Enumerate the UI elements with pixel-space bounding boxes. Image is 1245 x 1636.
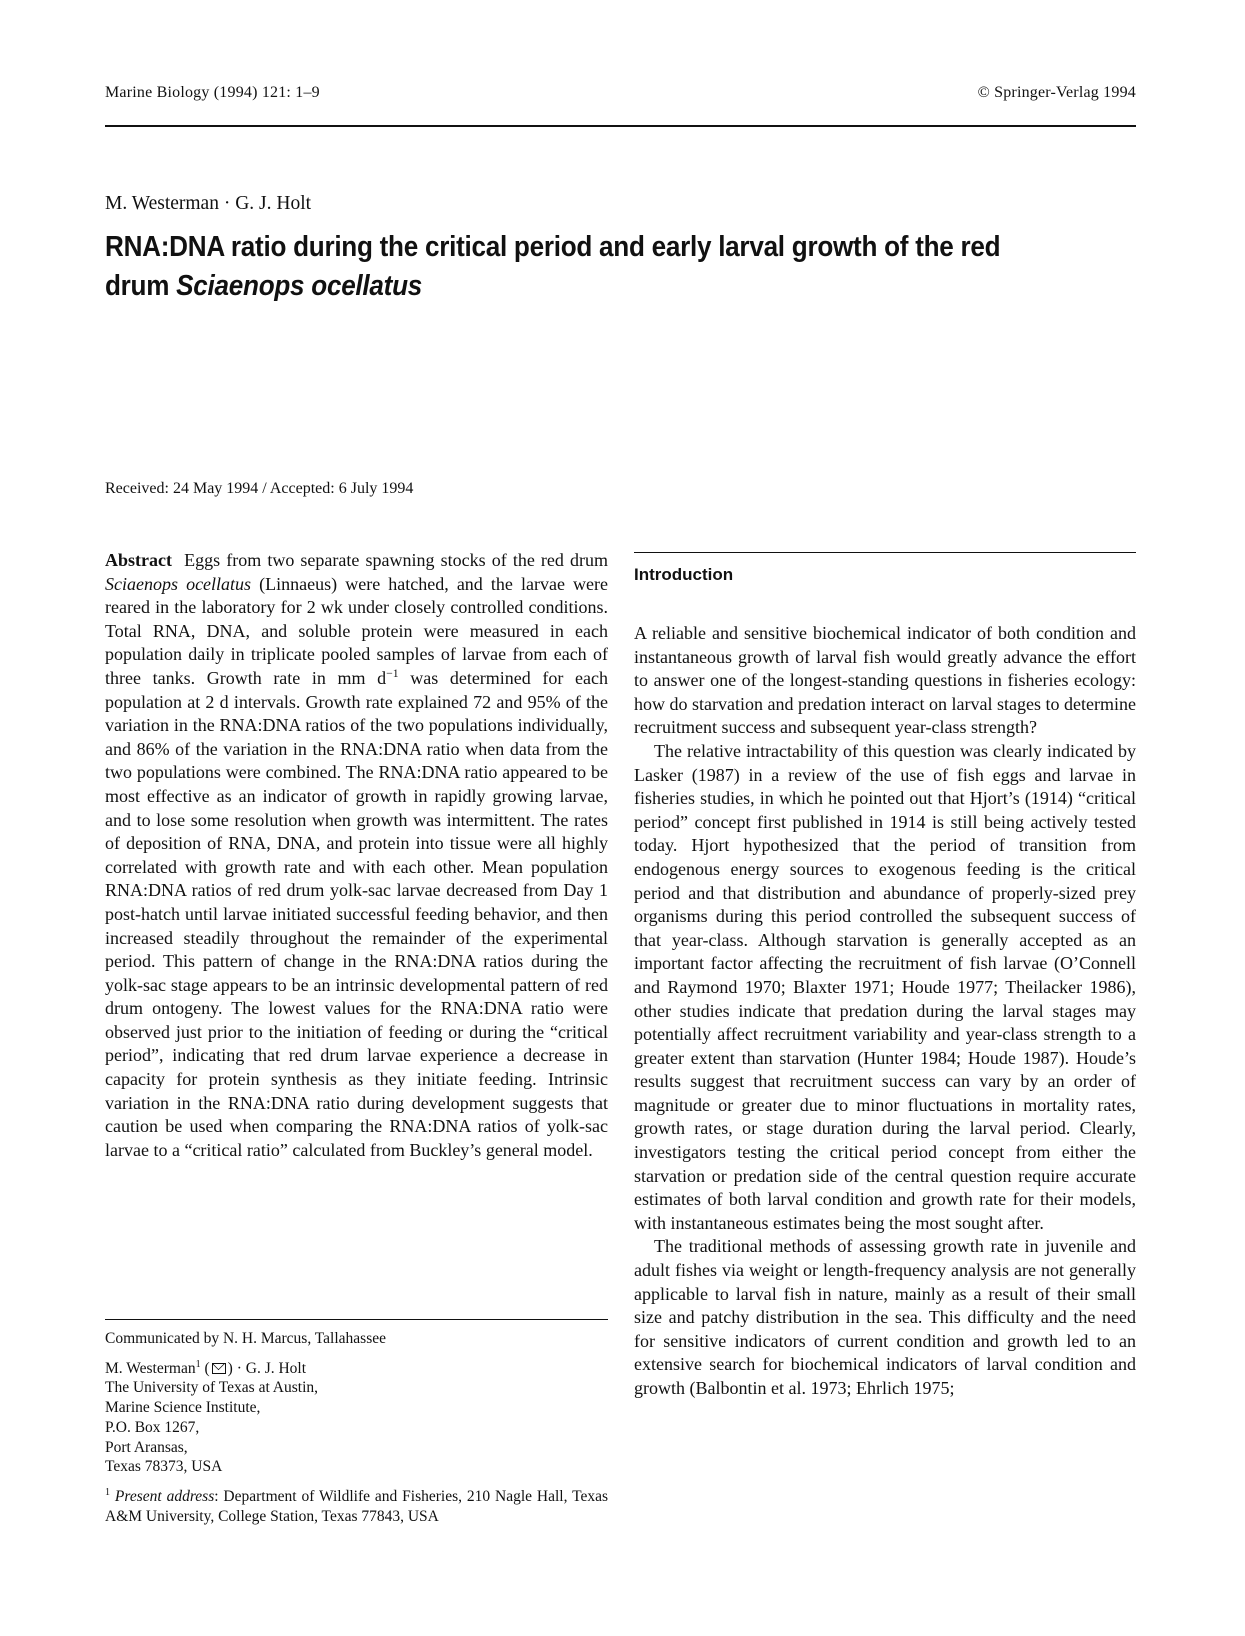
address-line: Marine Science Institute, [105,1399,261,1417]
paper-title-main: RNA:DNA ratio during the critical period and early larval growth of the red drum [105,231,1001,302]
address-line: Texas 78373, USA [105,1458,223,1476]
present-address-note [105,1487,608,1526]
abstract-text-1: Eggs from two separate spawning stocks of the red drum [184,550,609,570]
present-address-label: Present address [114,1487,215,1505]
communicated-by: Communicated by N. H. Marcus, Tallahassee [105,1330,387,1347]
received-accepted-dates: Received: 24 May 1994 / Accepted: 6 July 1994 [105,480,414,497]
author-address [105,1359,608,1477]
present-address-mark: 1 [105,1486,111,1498]
introduction-heading: Introduction [634,565,734,584]
introduction-body [634,622,1136,1401]
envelope-icon [212,1363,226,1374]
introduction-divider [634,552,1136,553]
author-list: M. Westerman · G. J. Holt [105,193,312,214]
footnote-divider [105,1319,608,1320]
address-line: Port Aransas, [105,1438,188,1456]
copyright-notice: © Springer-Verlag 1994 [977,84,1136,101]
author-1-mark: 1 [195,1358,201,1370]
introduction-paragraph: The traditional methods of assessing growth rate in juvenile and adult fishes via weight or length-frequency analysis are not generally applicable to larval fish in nature, mainly as a result of their small size and patchy distribution in the sea. This difficulty and the need for sensitive indicators of current condition and growth led to an extensive search for biochemical indicators of larval condition and growth (Balbontin et al. 1973; Ehrlich 1975; [634,1236,1136,1398]
footnotes [105,1329,608,1526]
abstract-superscript: −1 [386,666,399,680]
abstract-text-3: was determined for each population at 2 d intervals. Growth rate explained 72 and 95% of the variation in the RNA:DNA ratios of the two populations individually, and 86% of the variation in the RNA:DNA ratio when data from the two populations were combined. The RNA:DNA ratio appeared to be most effective as an indicator of growth in rapidly growing larvae, and to lose some resolution when growth was intermittent. The rates of deposition of RNA, DNA, and protein into tissue were all highly correlated with growth rate and with each other. Mean population RNA:DNA ratios of red drum yolk-sac larvae decreased from Day 1 post-hatch until larvae initiated successful feeding behavior, and then increased steadily throughout the remainder of the experimental period. This pattern of change in the RNA:DNA ratios during the yolk-sac stage appears to be an intrinsic developmental pattern of red drum ontogeny. The lowest values for the RNA:DNA ratio were observed just prior to the initiation of feeding or during the “critical period”, indicating that red drum larvae experience a decrease in capacity for protein synthesis as they initiate feeding. Intrinsic variation in the RNA:DNA ratio during development suggests that caution be used when comparing the RNA:DNA ratios of yolk-sac larvae to a “critical ratio” calculated from Buckley’s general model. [105,667,608,1160]
journal-citation: Marine Biology (1994) 121: 1–9 [105,84,320,101]
header-divider [105,125,1136,127]
abstract-paragraph [105,549,608,1162]
paper-title [105,228,1041,306]
address-line: The University of Texas at Austin, [105,1379,319,1397]
author-2-name: · G. J. Holt [236,1359,307,1377]
present-address-text: : Department of Wildlife and Fisheries, 210 Nagle Hall, Texas A&M University, College Station, Texas 77843, USA [105,1487,608,1525]
address-line: P.O. Box 1267, [105,1418,200,1436]
paper-title-species: Sciaenops ocellatus [176,270,422,302]
author-1-name: M. Westerman [105,1359,196,1377]
running-header [105,84,1136,106]
address-authors-line: M. Westerman$^1$ ( ) · G. J. Holt [105,1358,307,1377]
introduction-paragraph: A reliable and sensitive biochemical indicator of both condition and instantaneous growth of larval fish would greatly advance the effort to answer one of the longest-standing questions in fisheries ecology: how do starvation and predation interact on larval stages to determine recruitment success and subsequent year-class strength? [634,623,1136,738]
abstract-species: Sciaenops ocellatus [105,573,252,594]
abstract-text-2: (Linnaeus) were hatched, and the larvae were reared in the laboratory for 2 wk under closely controlled conditions. Total RNA, DNA, and soluble protein were measured in each population daily in triplicate pooled samples of larvae from each of three tanks. Growth rate in mm d [105,573,608,688]
introduction-paragraph: The relative intractability of this question was clearly indicated by Lasker (1987) in a review of the use of fish eggs and larvae in fisheries studies, in which he pointed out that Hjort’s (1914) “critical period” concept first published in 1914 is still being actively tested today. Hjort hypothesized that the period of transition from endogenous energy sources to exogenous feeding is the critical period and that distribution and abundance of properly-sized prey organisms during this period controlled the subsequent success of that year-class. Although starvation is generally accepted as an important factor affecting the recruitment of fish larvae (O’Connell and Raymond 1970; Blaxter 1971; Houde 1977; Theilacker 1986), other studies indicate that predation during the larval stages may potentially affect recruitment variability and year-class strength to a greater extent than starvation (Hunter 1984; Houde 1987). Houde’s results suggest that recruitment success can vary by an order of magnitude or greater due to minor fluctuations in mortality rates, growth rates, or stage duration during the larval period. Clearly, investigators testing the critical period concept from either the starvation or predation side of the central question require accurate estimates of both larval condition and growth rate for their models, with instantaneous estimates being the most sought after. [634,740,1136,1233]
abstract-label: Abstract [105,550,172,570]
left-column [105,549,608,1162]
